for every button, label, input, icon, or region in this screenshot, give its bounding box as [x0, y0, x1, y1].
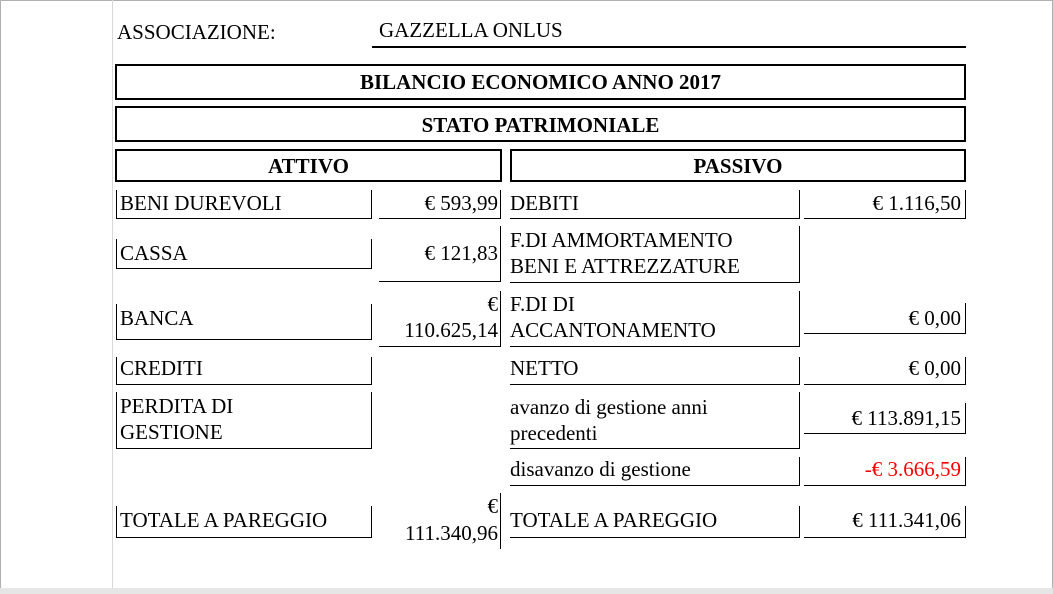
passivo-value-disavanzo: -€ 3.666,59 — [864, 457, 961, 481]
association-label: ASSOCIAZIONE: — [117, 20, 276, 44]
attivo-total-value: 111.340,96 — [405, 521, 498, 545]
cell-border — [799, 506, 800, 538]
passivo-total-value: € 111.341,06 — [852, 508, 961, 532]
cell-border — [965, 303, 966, 334]
passivo-value-avanzo: € 113.891,15 — [851, 406, 961, 430]
cell-border — [371, 239, 372, 269]
cell-border — [799, 357, 800, 385]
cell-border — [116, 268, 372, 269]
cell-border — [965, 506, 966, 538]
attivo-total-label: TOTALE A PAREGGIO — [120, 508, 328, 532]
report-title: BILANCIO ECONOMICO ANNO 2017 — [359, 70, 722, 94]
cell-border — [799, 190, 800, 219]
passivo-header: PASSIVO — [693, 154, 783, 178]
cell-border — [510, 448, 800, 449]
frame-top-line — [0, 0, 1053, 1]
cell-border — [804, 485, 966, 486]
frame-left-line — [0, 0, 1, 594]
attivo-value-banca: 110.625,14 — [404, 318, 498, 342]
cell-border — [804, 333, 966, 334]
cell-border — [510, 537, 800, 538]
cell-border — [379, 218, 501, 219]
attivo-label-crediti: CREDITI — [120, 356, 203, 380]
cell-border — [804, 384, 966, 385]
cell-border — [116, 537, 372, 538]
cell-border — [116, 357, 117, 385]
cell-border — [965, 357, 966, 385]
cell-border — [804, 537, 966, 538]
attivo-label-perdita-line2: GESTIONE — [120, 420, 223, 444]
passivo-value-netto: € 0,00 — [908, 356, 961, 380]
attivo-value-banca-currency: € — [487, 292, 498, 316]
cell-border — [510, 282, 800, 283]
passivo-label-ammortamento-line1: F.DI AMMORTAMENTO — [510, 228, 733, 252]
cell-border — [500, 226, 501, 282]
cell-border — [116, 339, 372, 340]
cell-border — [510, 218, 800, 219]
cell-border — [799, 392, 800, 449]
cell-border — [510, 346, 800, 347]
frame-bottom-band — [0, 588, 1053, 594]
cell-border — [379, 346, 501, 347]
cell-border — [116, 384, 372, 385]
cell-border — [371, 392, 372, 449]
cell-border — [116, 218, 372, 219]
cell-border — [116, 239, 117, 269]
passivo-label-disavanzo: disavanzo di gestione — [510, 457, 691, 481]
report-subtitle: STATO PATRIMONIALE — [421, 113, 660, 137]
cell-border — [500, 493, 501, 549]
association-name: GAZZELLA ONLUS — [379, 18, 563, 42]
cell-border — [379, 281, 501, 282]
cell-border — [371, 357, 372, 385]
cell-border — [965, 457, 966, 486]
cell-border — [500, 190, 501, 219]
passivo-label-debiti: DEBITI — [510, 191, 579, 215]
attivo-value-beni-durevoli: € 593,99 — [424, 191, 498, 215]
passivo-label-avanzo-line2: precedenti — [510, 421, 598, 445]
cell-border — [804, 433, 966, 434]
cell-border — [965, 190, 966, 219]
passivo-label-accantonamento-line2: ACCANTONAMENTO — [510, 318, 716, 342]
attivo-header-box — [115, 149, 502, 182]
passivo-label-avanzo-line1: avanzo di gestione anni — [510, 395, 708, 419]
passivo-label-ammortamento-line2: BENI E ATTREZZATURE — [510, 254, 740, 278]
cell-border — [371, 506, 372, 538]
cell-border — [116, 448, 372, 449]
cell-border — [500, 291, 501, 347]
cell-border — [965, 403, 966, 434]
cell-border — [116, 190, 117, 219]
cell-border — [116, 304, 117, 340]
cell-border — [510, 384, 800, 385]
passivo-header-box — [510, 149, 966, 182]
cell-border — [116, 392, 117, 449]
cell-border — [799, 226, 800, 283]
cell-border — [371, 304, 372, 340]
attivo-label-perdita-line1: PERDITA DI — [120, 394, 234, 418]
frame-left-line-2 — [112, 0, 113, 594]
passivo-label-accantonamento-line1: F.DI DI — [510, 292, 575, 316]
association-underline — [372, 46, 966, 48]
cell-border — [804, 218, 966, 219]
cell-border — [116, 506, 117, 538]
cell-border — [510, 485, 800, 486]
attivo-value-cassa: € 121,83 — [424, 241, 498, 265]
cell-border — [799, 291, 800, 347]
passivo-value-accantonamento: € 0,00 — [908, 306, 961, 330]
cell-border — [799, 457, 800, 486]
attivo-header: ATTIVO — [268, 154, 349, 178]
passivo-value-debiti: € 1.116,50 — [872, 191, 961, 215]
cell-border — [371, 190, 372, 219]
attivo-label-beni-durevoli: BENI DUREVOLI — [120, 191, 282, 215]
passivo-total-label: TOTALE A PAREGGIO — [510, 508, 718, 532]
attivo-label-banca: BANCA — [120, 306, 194, 330]
attivo-label-cassa: CASSA — [120, 241, 188, 265]
attivo-total-currency: € — [487, 494, 498, 518]
title-box — [115, 64, 966, 100]
passivo-label-netto: NETTO — [510, 356, 579, 380]
subtitle-box — [115, 106, 966, 142]
